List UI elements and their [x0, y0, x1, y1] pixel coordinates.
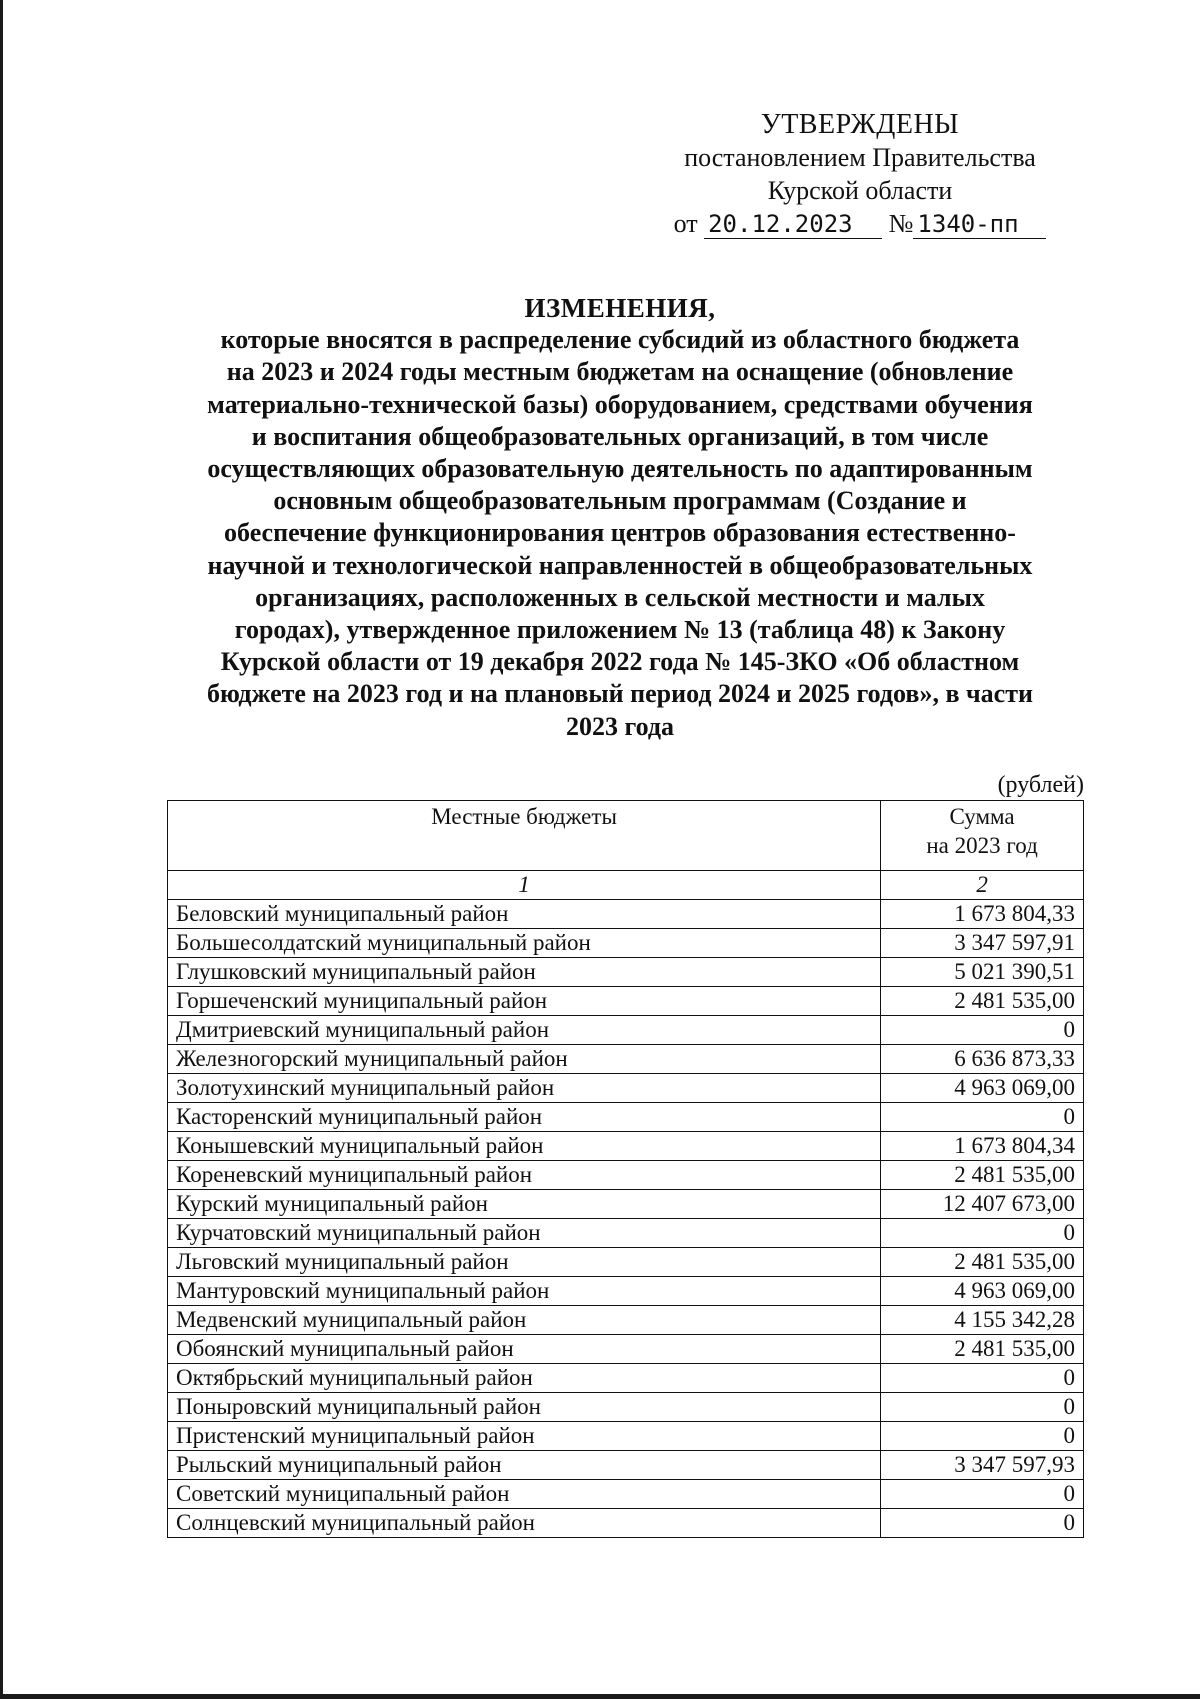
- document-title: [160, 292, 1080, 743]
- approval-title: УТВЕРЖДЕНЫ: [760, 109, 960, 140]
- header-sum-line-2: на 2023 год: [926, 833, 1038, 858]
- budget-name-cell: Обоянский муниципальный район: [168, 1335, 881, 1364]
- table-row: [168, 1422, 1084, 1451]
- budget-sum-cell: 4 155 342,28: [881, 1306, 1084, 1335]
- budget-name-cell: Железногорский муниципальный район: [168, 1045, 881, 1074]
- budget-sum-cell: 2 481 535,00: [881, 987, 1084, 1016]
- budget-sum-cell: 3 347 597,91: [881, 929, 1084, 958]
- column-index-2: 2: [881, 871, 1084, 900]
- table-row: [168, 958, 1084, 987]
- title-line: и воспитания общеобразовательных организаций, в том числе: [251, 421, 989, 451]
- budget-sum-cell: 0: [881, 1509, 1084, 1538]
- column-index-1: 1: [168, 871, 881, 900]
- title-line: которые вносятся в распределение субсидий из областного бюджета: [220, 325, 1020, 355]
- budget-sum-cell: 3 347 597,93: [881, 1451, 1084, 1480]
- table-row: [168, 929, 1084, 958]
- scan-edge-left: [0, 0, 3, 1699]
- budget-name-cell: Большесолдатский муниципальный район: [168, 929, 881, 958]
- title-line: Курской области от 19 декабря 2022 года № 145-ЗКО «Об областном: [220, 647, 1020, 677]
- budget-sum-cell: 0: [881, 1219, 1084, 1248]
- scan-edge-bottom: [0, 1694, 1200, 1699]
- table-row: [168, 1306, 1084, 1335]
- title-line: обеспечение функционирования центров образования естественно-: [224, 518, 1016, 548]
- budget-name-cell: Рыльский муниципальный район: [168, 1451, 881, 1480]
- table-row: [168, 987, 1084, 1016]
- table-row: [168, 1074, 1084, 1103]
- budget-table: [167, 800, 1084, 1538]
- title-line: научной и технологической направленностей в общеобразовательных: [207, 550, 1033, 580]
- budget-sum-cell: 0: [881, 1393, 1084, 1422]
- budget-name-cell: Мантуровский муниципальный район: [168, 1277, 881, 1306]
- title-line: 2023 года: [565, 711, 675, 741]
- budget-sum-cell: 2 481 535,00: [881, 1335, 1084, 1364]
- table-row: [168, 1451, 1084, 1480]
- table-row: [168, 1509, 1084, 1538]
- title-line: организациях, расположенных в сельской местности и малых: [255, 582, 985, 612]
- table-row: [168, 1103, 1084, 1132]
- column-index-row: [168, 871, 1084, 900]
- title-line: городах), утвержденное приложением № 13 (таблица 48) к Закону: [234, 615, 1006, 645]
- table-row: [168, 1364, 1084, 1393]
- budget-name-cell: Конышевский муниципальный район: [168, 1132, 881, 1161]
- budget-sum-cell: 2 481 535,00: [881, 1161, 1084, 1190]
- budget-sum-cell: 2 481 535,00: [881, 1248, 1084, 1277]
- title-line: осуществляющих образовательную деятельность по адаптированным: [207, 454, 1033, 484]
- table-row: [168, 1045, 1084, 1074]
- title-heading: ИЗМЕНЕНИЯ,: [524, 293, 716, 323]
- budget-sum-cell: 5 021 390,51: [881, 958, 1084, 987]
- budget-name-cell: Беловский муниципальный район: [168, 900, 881, 929]
- header-sum: [881, 801, 1084, 871]
- table-row: [168, 1480, 1084, 1509]
- budget-name-cell: Солнцевский муниципальный район: [168, 1509, 881, 1538]
- budget-name-cell: Глушковский муниципальный район: [168, 958, 881, 987]
- table-row: [168, 1393, 1084, 1422]
- table-row: [168, 1335, 1084, 1364]
- budget-sum-cell: 12 407 673,00: [881, 1190, 1084, 1219]
- approval-block: [640, 108, 1080, 240]
- approval-line-1: постановлением Правительства: [684, 143, 1036, 172]
- budget-name-cell: Горшеченский муниципальный район: [168, 987, 881, 1016]
- budget-sum-cell: 1 673 804,33: [881, 900, 1084, 929]
- header-local-budgets: Местные бюджеты: [168, 801, 881, 871]
- budget-name-cell: Пристенский муниципальный район: [168, 1422, 881, 1451]
- budget-name-cell: Дмитриевский муниципальный район: [168, 1016, 881, 1045]
- budget-sum-cell: 4 963 069,00: [881, 1277, 1084, 1306]
- budget-name-cell: Касторенский муниципальный район: [168, 1103, 881, 1132]
- number-value: 1340-пп: [913, 211, 1046, 239]
- title-line: материально-технической базы) оборудованием, средствами обучения: [207, 389, 1033, 419]
- budget-sum-cell: 6 636 873,33: [881, 1045, 1084, 1074]
- table-row: [168, 1248, 1084, 1277]
- date-value: 20.12.2023: [704, 211, 882, 239]
- budget-name-cell: Медвенский муниципальный район: [168, 1306, 881, 1335]
- approval-date-line: [674, 207, 1047, 240]
- table-row: [168, 900, 1084, 929]
- number-prefix: №: [888, 209, 914, 238]
- budget-name-cell: Курчатовский муниципальный район: [168, 1219, 881, 1248]
- header-sum-line-1: Сумма: [949, 804, 1015, 829]
- table-row: [168, 1219, 1084, 1248]
- approval-line-2: Курской области: [767, 176, 953, 205]
- budget-name-cell: Кореневский муниципальный район: [168, 1161, 881, 1190]
- budget-name-cell: Октябрьский муниципальный район: [168, 1364, 881, 1393]
- budget-sum-cell: 4 963 069,00: [881, 1074, 1084, 1103]
- budget-name-cell: Поныровский муниципальный район: [168, 1393, 881, 1422]
- budget-name-cell: Золотухинский муниципальный район: [168, 1074, 881, 1103]
- table-row: [168, 1277, 1084, 1306]
- units-label: (рублей): [997, 772, 1084, 798]
- budget-sum-cell: 0: [881, 1103, 1084, 1132]
- budget-sum-cell: 0: [881, 1016, 1084, 1045]
- budget-name-cell: Советский муниципальный район: [168, 1480, 881, 1509]
- budget-sum-cell: 0: [881, 1480, 1084, 1509]
- table-row: [168, 1132, 1084, 1161]
- date-prefix: от: [673, 209, 698, 238]
- budget-sum-cell: 0: [881, 1364, 1084, 1393]
- budget-sum-cell: 0: [881, 1422, 1084, 1451]
- table-row: [168, 1016, 1084, 1045]
- budget-name-cell: Курский муниципальный район: [168, 1190, 881, 1219]
- table-row: [168, 1190, 1084, 1219]
- budget-sum-cell: 1 673 804,34: [881, 1132, 1084, 1161]
- table-header-row: [168, 801, 1084, 871]
- title-line: на 2023 и 2024 годы местным бюджетам на оснащение (обновление: [226, 357, 1014, 387]
- title-line: бюджете на 2023 год и на плановый период 2024 и 2025 годов», в части: [207, 679, 1033, 709]
- budget-name-cell: Льговский муниципальный район: [168, 1248, 881, 1277]
- title-line: основным общеобразовательным программам (Создание и: [273, 486, 967, 516]
- table-row: [168, 1161, 1084, 1190]
